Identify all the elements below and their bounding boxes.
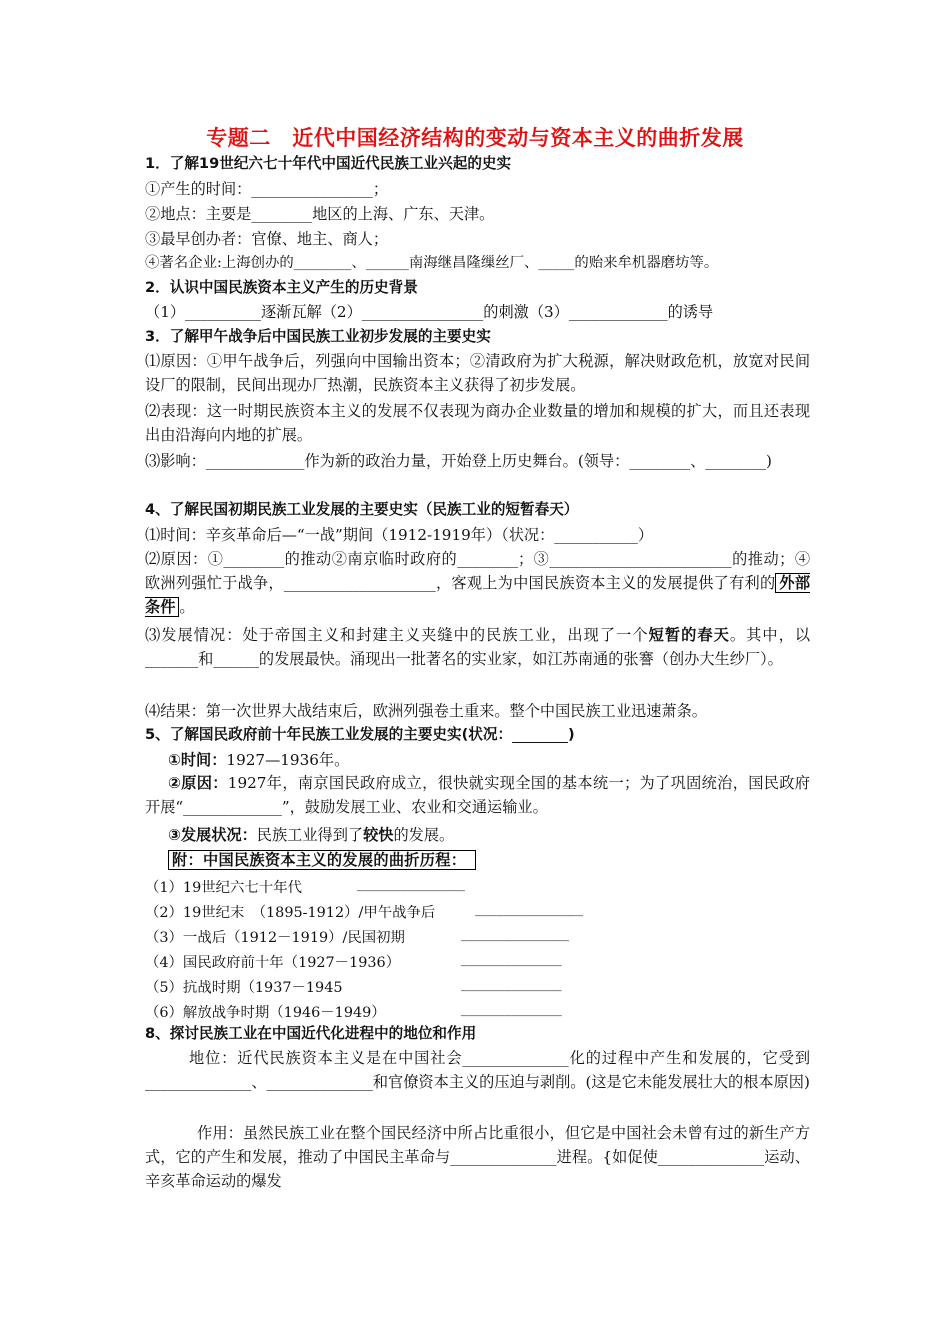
row-label: （3）一战后（1912－1919）/民国初期 bbox=[145, 930, 405, 946]
section-4-heading: 4、了解民国初期民族工业发展的主要史实（民族工业的短暂春天） bbox=[145, 501, 579, 518]
section-4-reasons-end: 。 bbox=[179, 598, 195, 616]
table-row bbox=[145, 1001, 615, 1019]
section-5-time bbox=[168, 751, 810, 769]
section-8-role: 作用：虽然民族工业在整个国民经济中所占比重很小，但它是中国社会未曾有过的新生产方式，它的产生和发展，推动了中国民主革命与______________进程。{如促使______________运动、辛亥革命运动的爆发 bbox=[145, 1124, 810, 1190]
section-5-reason bbox=[145, 771, 810, 819]
row-blank: ______________ bbox=[461, 1001, 562, 1017]
short-spring-bold: 短暂的春天 bbox=[648, 626, 730, 644]
table-row bbox=[145, 951, 615, 969]
section-5-heading-end: ) bbox=[567, 726, 575, 743]
section-1-heading: 1．了解19世纪六七十年代中国近代民族工业兴起的史实 bbox=[145, 155, 512, 172]
section-2-line-1: （1）__________逐渐瓦解（2）________________的刺激（3）_____________的诱导 bbox=[145, 303, 714, 321]
reason-label: ②原因： bbox=[168, 774, 228, 792]
appendix-heading-line bbox=[168, 850, 476, 870]
row-label: （5）抗战时期（1937－1945 bbox=[145, 980, 343, 996]
section-4-development-rest: 。其中，以_______和______的发展最快。涌现出一批著名的实业家，如江苏南通的张謇（创办大生纱厂）。 bbox=[145, 626, 810, 668]
time-label: ①时间： bbox=[168, 751, 227, 769]
external-conditions-box: 外部条件 bbox=[145, 574, 810, 616]
page-title: 专题二 近代中国经济结构的变动与资本主义的曲折发展 bbox=[206, 126, 744, 150]
row-label: （1）19世纪六七十年代 bbox=[145, 880, 302, 896]
appendix-heading: 附：中国民族资本主义的发展的曲折历程： bbox=[168, 850, 476, 870]
table-row bbox=[145, 926, 615, 944]
row-blank: _______________ bbox=[475, 901, 583, 917]
time-text: 1927—1936年。 bbox=[226, 751, 350, 769]
table-row bbox=[145, 901, 615, 919]
section-4-paragraph-3 bbox=[145, 623, 810, 671]
section-1-line-1: ①产生的时间：________________； bbox=[145, 180, 388, 198]
section-4-development-intro: ⑶发展情况：处于帝国主义和封建主义夹缝中的民族工业，出现了一个 bbox=[145, 626, 649, 644]
faster-bold: 较快 bbox=[363, 826, 394, 844]
section-4-paragraph-2 bbox=[145, 547, 810, 619]
section-5-development bbox=[168, 826, 810, 844]
section-3-paragraph-2: ⑵表现：这一时期民族资本主义的发展不仅表现为商办企业数量的增加和规模的扩大，而且还表现出由沿海向内地的扩展。 bbox=[145, 402, 810, 444]
section-3-heading: 3．了解甲午战争后中国民族工业初步发展的主要史实 bbox=[145, 328, 491, 345]
section-4-reasons: ⑵原因：①________的推动②南京临时政府的________；③________________________的推动；④欧洲列强忙于战争，____________________，客观上为中国民族资本主义的发展提供了有利的 bbox=[145, 550, 810, 592]
section-5-heading bbox=[145, 726, 810, 744]
section-5-heading-blank bbox=[512, 726, 568, 743]
section-5-heading-text: 5、了解国民政府前十年民族工业发展的主要史实(状况： bbox=[145, 726, 513, 743]
row-blank: ______________ bbox=[461, 976, 562, 992]
section-4-line-1: ⑴时间：辛亥革命后—“一战”期间（1912-1919年）（状况：___________） bbox=[145, 526, 654, 544]
section-1-line-2: ②地点：主要是________地区的上海、广东、天津。 bbox=[145, 205, 495, 223]
table-row bbox=[145, 976, 615, 994]
section-3-paragraph-3: ⑶影响：_____________作为新的政治力量，开始登上历史舞台。(领导：________、________) bbox=[145, 452, 772, 470]
section-2-heading: 2．认识中国民族资本主义产生的历史背景 bbox=[145, 279, 418, 296]
section-3-paragraph-1: ⑴原因：①甲午战争后，列强向中国输出资本；②清政府为扩大税源，解决财政危机，放宽对民间设厂的限制，民间出现办厂热潮，民族资本主义获得了初步发展。 bbox=[145, 352, 810, 394]
reason-text: 1927年，南京国民政府成立，很快就实现全国的基本统一；为了巩固统治，国民政府开展“_____________”，鼓励发展工业、农业和交通运输业。 bbox=[145, 774, 810, 816]
section-1-line-3: ③最早创办者：官僚、地主、商人； bbox=[145, 230, 388, 248]
development-label: ③发展状况： bbox=[168, 826, 257, 844]
section-8-heading: 8、探讨民族工业在中国近代化进程中的地位和作用 bbox=[145, 1025, 477, 1042]
development-text-2: 的发展。 bbox=[393, 826, 455, 844]
section-4-line-4: ⑷结果：第一次世界大战结束后，欧洲列强卷土重来。整个中国民族工业迅速萧条。 bbox=[145, 702, 707, 720]
row-blank: _______________ bbox=[461, 926, 569, 942]
table-row bbox=[145, 876, 615, 894]
row-label: （2）19世纪末 （1895-1912）/甲午战争后 bbox=[145, 905, 436, 921]
section-8-position: 地位：近代民族资本主义是在中国社会______________化的过程中产生和发展的，它受到______________、______________和官僚资本主义的压迫与剥削。(这是它未能发展壮大的根本原因) bbox=[145, 1049, 810, 1091]
section-1-line-4: ④著名企业:上海创办的________、______南海继昌隆缫丝厂、_____的贻来牟机器磨坊等。 bbox=[145, 255, 719, 271]
row-blank: ______________ bbox=[461, 951, 562, 967]
row-blank: _______________ bbox=[357, 876, 465, 892]
row-label: （6）解放战争时期（1946－1949） bbox=[145, 1005, 386, 1021]
row-label: （4）国民政府前十年（1927－1936） bbox=[145, 955, 401, 971]
development-text-1: 民族工业得到了 bbox=[256, 826, 364, 844]
